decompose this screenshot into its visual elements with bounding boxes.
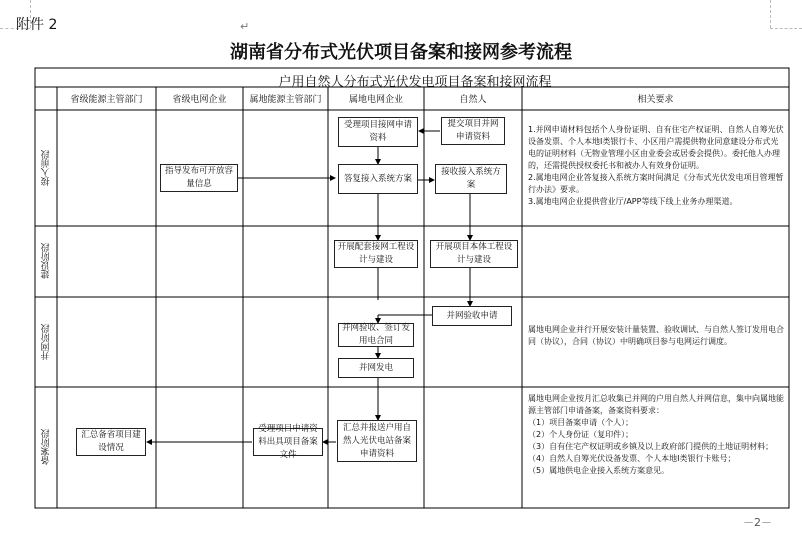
submit-apply-box: 提交项目并网申请资料 — [441, 117, 505, 145]
req-record-6: （5）属地供电企业接入系统方案意见。 — [528, 466, 670, 475]
stage-label-grid: 并网阶段 — [41, 324, 52, 360]
requirements-record — [528, 393, 784, 477]
req-record-3: （2）个人身份证（复印件）； — [528, 430, 634, 439]
batch-submit-box: 汇总并报送户用自然人光伏电站备案申请资料 — [337, 420, 417, 462]
stage-label-access: 接入前段 — [41, 150, 52, 186]
accept-record-box: 受理项目申请资料出具项目备案文件 — [253, 428, 323, 456]
confirm-plan-box: 接收接入系统方案 — [435, 164, 507, 194]
grid-check-apply-box: 并网验收申请 — [432, 306, 512, 326]
requirements-grid — [528, 324, 784, 348]
stage-label-record: 备案阶段 — [41, 429, 52, 466]
build-body-box: 开展项目本体工程设计与建设 — [430, 240, 518, 268]
grid-gen-box: 并网发电 — [338, 358, 414, 378]
stage-label-construction: 建设阶段 — [41, 243, 52, 280]
annex-label: 附件 2 — [16, 17, 58, 33]
column-header-natural-person: 自然人 — [459, 95, 487, 105]
req-grid-1: 属地电网企业并行开展安装计量装置、验收调试、与自然人签订发用电合同（协议），合同（协议）中明确项目参与电网运行调度。 — [528, 325, 784, 346]
reply-plan-box: 答复接入系统方案 — [338, 164, 418, 194]
requirements-access — [528, 124, 784, 208]
column-header-requirements: 相关要求 — [637, 95, 674, 105]
page-number: －2－ — [743, 516, 772, 529]
column-header-local-energy: 属地能源主管部门 — [249, 95, 322, 105]
summary-box: 汇总备省项目建设情况 — [76, 428, 146, 456]
req-access-3: 3.属地电网企业提供营业厅/APP等线下线上业务办理渠道。 — [528, 197, 738, 206]
column-header-provincial-energy: 省级能源主管部门 — [70, 95, 143, 105]
accept-apply-box: 受理项目接网申请资料 — [338, 117, 418, 147]
flow-subtitle: 户用自然人分布式光伏发电项目备案和接网流程 — [278, 75, 552, 90]
column-header-local-grid: 属地电网企业 — [348, 95, 403, 105]
req-record-1: 属地电网企业按月汇总收集已并网的户用自然人并网信息，集中向属地能源主管部门申请备案，备案资料要求： — [528, 394, 784, 415]
req-access-2: 2.属地电网企业答复接入系统方案时间满足《分布式光伏发电项目管理暂行办法》要求。 — [528, 173, 784, 194]
req-record-4: （3）自有住宅产权证明或乡镇及以上政府部门提供的土地证明材料； — [528, 442, 774, 451]
guide-info-box: 指导发布可开放容量信息 — [160, 164, 238, 192]
column-header-provincial-grid: 省级电网企业 — [172, 95, 227, 105]
return-mark: ↵ — [240, 20, 250, 33]
page-title: 湖南省分布式光伏项目备案和接网参考流程 — [230, 42, 572, 63]
check-sign-box: 并网验收、签订发用电合同 — [338, 323, 414, 347]
req-access-1: 1.并网申请材料包括个人身份证明、自有住宅产权证明、自然人自筹光伏设备发票、个人本地I类银行卡、小区用户需提供物业同意建设分布式光电的证明材料（无物业管理小区由业委会或居委会提供）。委托他人办理的，还需提供授权委托书和被办人有效身份证明。 — [528, 125, 784, 170]
req-record-2: （1）项目备案申请（个人）； — [528, 418, 634, 427]
req-record-5: （4）自然人自筹光伏设备发票、个人本地I类银行卡账号； — [528, 454, 736, 463]
build-connect-box: 开展配套接网工程设计与建设 — [334, 240, 418, 268]
